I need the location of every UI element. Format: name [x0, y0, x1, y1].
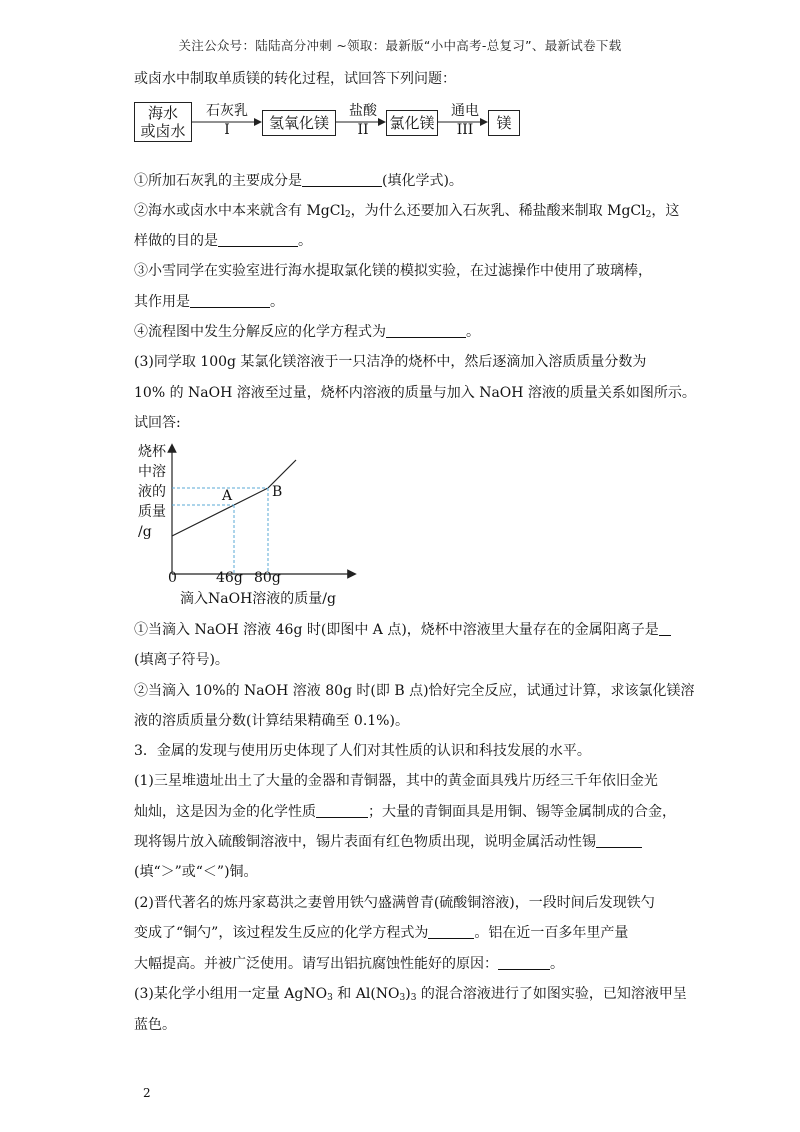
flow-step1-reagent: 石灰乳	[206, 103, 248, 119]
sub-question-1-line1: ①当滴入 NaOH 溶液 46g 时(即图中 A 点)，烧杯中溶液里大量存在的金属阳离子是	[134, 621, 671, 639]
graph-x-tick-46: 46g	[216, 570, 243, 586]
graph-x-tick-80: 80g	[254, 570, 281, 586]
sub-question-2-line2: 液的溶质质量分数(计算结果精确至 0.1%)。	[134, 713, 409, 729]
flow-step1-number: I	[224, 122, 230, 138]
question-1: ①所加石灰乳的主要成分是 (填化学式)。	[134, 173, 463, 189]
question-2-line1: ②海水或卤水中本来就含有 MgCl$_2$，为什么还要加入石灰乳、稀盐酸来制取 MgCl$_2$，这	[134, 203, 680, 220]
answer-blank[interactable]	[428, 924, 474, 939]
part3-line3: 试回答:	[134, 415, 181, 431]
q3-part2-line3: 大幅提高。并被广泛使用。请写出铝抗腐蚀性能好的原因： 。	[134, 956, 564, 972]
answer-blank[interactable]	[386, 323, 466, 338]
q3-part2-line2: 变成了“铜勺”，该过程发生反应的化学方程式为 。铝在近一百多年里产量	[134, 925, 629, 941]
flow-box-seawater: 海水 或卤水	[134, 102, 192, 142]
page-header: 关注公众号：陆陆高分冲刺 ~领取：最新版“小中高考-总复习”、最新试卷下载	[178, 38, 622, 53]
q3-part3-line1: (3)某化学小组用一定量 AgNO$_3$ 和 $Al(NO_3)_3$ 的混合溶液进行了如图实验，已知溶液甲呈	[134, 986, 687, 1003]
question-3-line2: 其作用是 。	[134, 294, 284, 310]
graph-y-label: 烧杯 中溶 液的 质量 /g	[138, 444, 166, 540]
sub-question-1-line2: (填离子符号)。	[134, 652, 229, 668]
q3-part1-line3: 现将锡片放入硫酸铜溶液中，锡片表面有红色物质出现，说明金属活动性锡	[134, 833, 642, 851]
answer-blank[interactable]	[190, 293, 270, 308]
answer-blank[interactable]	[596, 833, 642, 848]
graph-x-label: 滴入NaOH溶液的质量/g	[180, 591, 336, 607]
part3-line1: (3)同学取 100g 某氯化镁溶液于一只洁净的烧杯中，然后逐滴加入溶质质量分数为	[134, 354, 647, 370]
answer-blank[interactable]	[498, 955, 550, 970]
graph-point-a-label: A	[222, 488, 233, 504]
flow-step3-number: III	[456, 122, 474, 138]
sub-question-2-line1: ②当滴入 10%的 NaOH 溶液 80g 时(即 B 点)恰好完全反应，试通过计算，求该氯化镁溶	[134, 683, 695, 699]
question-4: ④流程图中发生分解反应的化学方程式为 。	[134, 324, 480, 340]
intro-text: 或卤水中制取单质镁的转化过程，试回答下列问题：	[134, 71, 456, 87]
flow-step2-reagent: 盐酸	[349, 103, 377, 119]
graph-x-tick-0: 0	[168, 570, 177, 586]
flow-box-mgoh2: 氢氧化镁	[262, 110, 336, 136]
flow-box-mg: 镁	[488, 110, 520, 136]
question-2-line2: 样做的目的是 。	[134, 233, 312, 249]
graph-point-b-label: B	[272, 484, 283, 500]
flow-diagram	[134, 100, 534, 144]
flow-step2-number: II	[357, 122, 369, 138]
answer-blank[interactable]	[316, 803, 368, 818]
flow-box-mgcl2: 氯化镁	[386, 110, 438, 136]
q3-part1-line4: (填“＞”或“＜”)铜。	[134, 864, 258, 880]
flow-arrows	[134, 100, 534, 144]
q3-part3-line2: 蓝色。	[134, 1017, 176, 1033]
q3-part1-line1: (1)三星堆遗址出土了大量的金器和青铜器，其中的黄金面具残片历经三千年依旧金光	[134, 773, 658, 789]
page-number: 2	[143, 1086, 151, 1100]
flow-step3-condition: 通电	[451, 103, 479, 119]
graph-line-segment-1	[172, 488, 268, 536]
q3-part1-line2: 灿灿，这是因为金的化学性质 ；大量的青铜面具是用铜、锡等金属制成的合金，	[134, 804, 676, 820]
part3-line2: 10% 的 NaOH 溶液至过量，烧杯内溶液的质量与加入 NaOH 溶液的质量关系如图所示。	[134, 385, 696, 401]
answer-blank[interactable]	[302, 172, 382, 187]
answer-blank[interactable]	[659, 621, 671, 636]
q3-part2-line1: (2)晋代著名的炼丹家葛洪之妻曾用铁勺盛满曾青(硫酸铜溶液)，一段时间后发现铁勺	[134, 895, 655, 911]
question-3-line1: ③小雪同学在实验室进行海水提取氯化镁的模拟实验，在过滤操作中使用了玻璃棒，	[134, 263, 652, 279]
mass-graph	[134, 440, 364, 610]
question-3-heading: 3．金属的发现与使用历史体现了人们对其性质的认识和科技发展的水平。	[134, 743, 591, 759]
answer-blank[interactable]	[218, 232, 298, 247]
